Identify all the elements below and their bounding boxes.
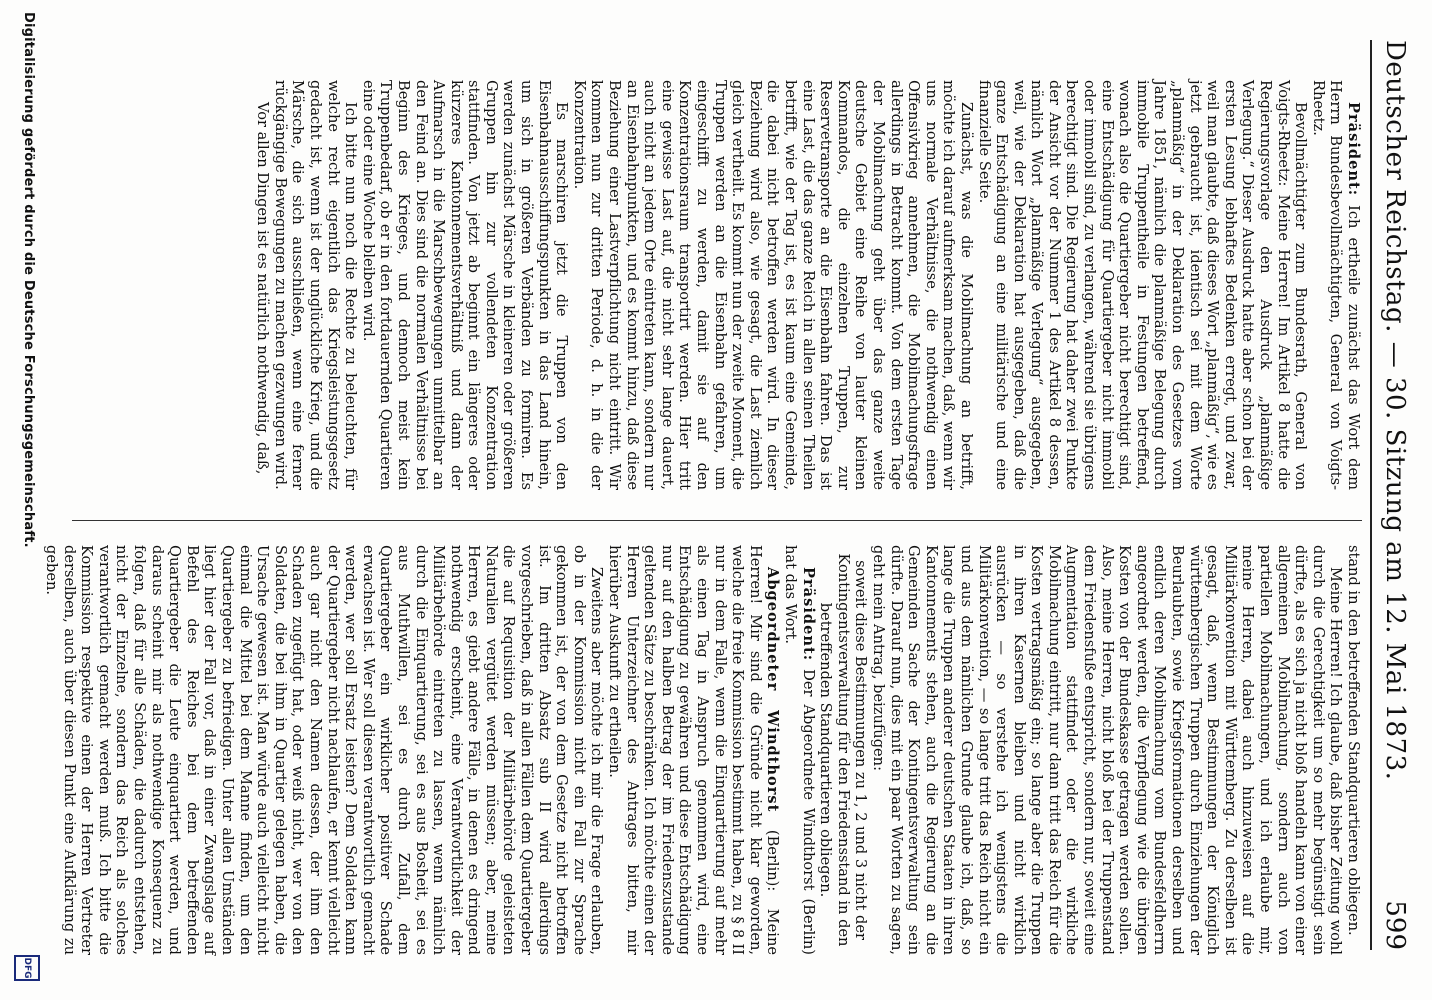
paragraph [869,545,1344,955]
text-column-right [254,80,1362,490]
paragraph [975,80,1309,490]
paragraph [817,545,870,955]
dfg-logo: DFG [14,955,40,981]
paragraph [271,80,359,490]
text-column-left [42,545,1362,955]
paragraph-text: Bevollmächtigter zum Bundesrath, General von Voigts-Rheetz: Meine Herren! Im Artikel 8 hatte die Regierungsvorlage den Ausdruck „planmäßige Verlegung.“ Dieser Ausdruck hatte aber schon bei der ersten Lesung lebhaftes Bedenken erregt, und zwar, weil man glaubte, daß dieses Wort „planmäßig“, wie es jetzt gebraucht ist, identisch sei mit dem Worte „planmäßig“ in der Deklaration des Gesetzes vom Jahre 1851, nämlich die planmäßige Belegung durch immobile Truppentheile in Festungen betreffend, wonach also die Quartiergeber nicht berechtigt sind, eine Entschädigung für Quartiergeber nicht immobil oder immobil sind, zu verlangen, während sie übrigens berechtigt sind. Die Regierung hat daher zwei Punkte der Ansicht vor der Nummer 1 des Artikel 8 dessen, nämlich Wort „planmäßige Verlegung“ ausgegeben, weil, wie der Deklaration hat ausgegeben, daß die ganze Entschädigung an eine militärische und eine finanzielle Seite. [975,80,1310,490]
column-divider [72,520,1362,521]
paragraph [605,545,781,955]
digitization-footer [0,0,52,1000]
paragraph-text: Zweitens aber möchte ich mir die Frage erlauben, ob in der Kommission nicht ein Fall zur Sprache gekommen ist, der von dem Gesetze nicht betroffen ist. Im dritten Absatz sub II wird allerdings vorgeschrieben, daß in allen Fällen dem Quartiergeber die auf Requisition der Militärbehörde geleisteten Naturalien vergütet werden müssen; aber, meine Herren, es giebt andere Fälle, in denen es dringend nothwendig erscheint, eine Verantwortlichkeit der Militärbehörde eintreten zu lassen, wenn nämlich durch die Einquartierung, sei es aus Bosheit, sei es aus Muthwillen, sei es durch Zufall, dem Quartiergeber ein wirklicher positiver Schade erwachsen ist. Wer soll diesen verantwortlich gemacht werden, wer soll Ersatz leisten? Dem Soldaten kann der Quartiergeber nicht nachlaufen, er kennt vielleicht auch gar nicht den Namen dessen, der ihm den Schaden zugefügt hat, oder weiß nicht, wer von den Soldaten, die bei ihm in Quartier gelegen haben, die Ursache gewesen ist. Man würde auch vielleicht nicht einmal die Mittel bei dem Manne finden, um den Quartiergeber zu befriedigen. Unter allen Umständen liegt hier der Fall vor, daß in einer Zwangslage auf Befehl des Reiches bei dem betreffenden Quartiergeber die Leute einquartiert werden, und daraus scheint mir als nothwendige Konsequenz zu folgen, daß für alle Schäden, die dadurch entstehen, nicht der Einzelne, sondern das Reich als solches verantwortlich gemacht werden muß. Ich bitte die Kommission respektive einen der Herren Vertreter derselben, auch über diesen Punkt eine Aufklärung zu geben. [43,545,606,955]
paragraph [42,545,605,955]
speaker-name: Abgeordneter Windthorst [764,567,782,813]
paragraph [254,80,272,490]
page-title: Deutscher Reichstag. — 30. Sitzung am 12. Mai 1873. [1380,40,1410,781]
paragraph-text: Der Abgeordnete Windthorst (Berlin) hat das Wort. [782,545,817,955]
paragraph [359,80,570,490]
paragraph [1344,545,1362,955]
paragraph-text: stand in den betreffenden Standquartieren obliegen. [1345,545,1362,936]
paragraph [1309,80,1362,490]
page-number: 599 [1380,900,1410,950]
paragraph-text: Es marschiren jetzt die Truppen von den Eisenbahnausschiffungspunkten in das Land hinein, um sich in größeren Verbänden zu formiren. Es werden zunächst Märsche in kleineren oder größeren Gruppen hin zur vollendeten Konzentration stattfinden. Von jetzt ab beginnt ein längeres oder kürzeres Kantonnementsverhältniß und dann der Aufmarsch in die Marschbewegungen unmittelbar an den Feind an. Dies sind die normalen Verhältnisse bei Beginn des Krieges, und dennoch meist kein Truppenbedarf, ob er in den fortdauernden Quartieren eine oder eine Woche bleiben wird. [359,80,571,490]
paragraph [781,545,816,955]
running-header [1370,40,1412,950]
paragraph-text: Zunächst, was die Mobilmachung an betrifft, möchte ich darauf aufmerksam machen, daß, wenn wir uns normale Verhältnisse, die nothwendig einen Offensivkrieg annehmen, die Mobilmachungsfrage allerdings in Betracht kommt. Von dem ersten Tage der Mobilmachung geht über das ganze weite deutsche Gebiet eine Reihe von lauter kleinen Kommandos, die einzelnen Truppen, zur Reservetransporte an die Eisenbahn fahren. Das ist eine Last, die das ganze Reich in allen seinen Theilen betrifft, wie der Tag ist, es ist kaum eine Gemeinde, die dabei nicht betroffen werden wird. In dieser Beziehung wird also, wie gesagt, die Last ziemlich gleich vertheilt. Es kommt nun der zweite Moment, die Truppen werden an die Eisenbahn gefahren, um eingeschifft zu werden, damit sie auf den Konzentrationsraum transportirt werden. Hier tritt eine gewisse Last auf, die nicht sehr lange dauert, auch nicht an jedem Orte eintreten kann, sondern nur an Eisenbahnpunkten, und es kommt hinzu, daß diese Beziehung einer Lastverpflichtung nicht eintritt. Wir kommen nun zur dritten Periode, d. h. in die der Konzentration. [570,80,975,490]
paragraph-text: Ich bitte nun noch die Rechte zu beleuchten, für welche recht eigentlich das Kriegsleistungsgesetz gedacht ist, wenn ist der unglückliche Krieg, und die Märsche, die sich ausschließen, wenn eine ferner rückgängige Bewegungen zu machen gezwungen wird. [271,80,360,490]
paragraph-text: (Berlin): Meine Herren! Mir sind die Gründe nicht klar geworden, welche die freie Kommission bestimmt haben, zu § 8 II nur in dem Falle, wenn die Einquartierung auf mehr als einen Tag in Anspruch genommen wird, eine Entschädigung zu gewähren und diese Entschädigung nur auf den halben Betrag der im Friedenszustande geltenden Sätze zu beschränken. Ich möchte einen der Herren Unterzeichner des Antrages bitten, mir hierüber Auskunft zu ertheilen. [606,545,782,956]
paragraph-text: soweit diese Bestimmungen zu 1, 2 und 3 nicht der Kontingentsverwaltung für den Friedensstand in den betreffenden Standquartieren obliegen. [817,553,870,947]
digitization-note: Digitalisierung gefördert durch die Deutsche Forschungsgemeinschaft. [21,12,36,548]
speaker-name: Präsident: [1345,102,1362,197]
speaker-name: Präsident: [799,567,817,662]
paragraph-text: Ich ertheile zunächst das Wort dem Herrn Bundesbevollmächtigten, General von Voigts-Rheetz. [1309,80,1362,490]
paragraph [570,80,975,490]
paragraph-text: Meine Herren! Ich glaube, daß bisher Zeitung wohl durch die Gerechtigkeit um so mehr begünstigt sein dürfte, als es sich ja nicht bloß handeln kann von einer allgemeinen Mobilmachung, sondern auch von partiellen Mobilmachungen, und ich erlaube mir, meine Herren, dabei auch hinzuweisen auf die Militärkonvention mit Württemberg. Zu derselben ist gesagt, daß, wenn Bestimmungen der Königlich württembergischen Truppen durch Einziehungen der Beurlaubten, sowie Kriegsformationen derselben und endlich deren Mobilmachung vom Bundesfeldherrn angeordnet werden, die Verpflegung wie die übrigen Kosten von der Bundeskasse getragen werden sollen. Also, meine Herren, nicht bloß bei der Truppenstand dem Friedensfuße entspricht, sondern nur, soweit eine Augmentation stattfindet oder die wirkliche Mobilmachung eintritt, nur dann tritt das Reich für die Kosten vertragsmäßig ein; so lange aber die Truppen in ihren Kasernen bleiben und nicht wirklich ausrücken — so verstehe ich wenigstens die Militärkonvention, — so lange tritt das Reich nicht ein und aus dem nämlichen Grunde glaube ich, daß, so lange die Truppen anderer deutschen Staaten in ihren Kantonnements stehen, auch die Regierung an die Gemeinden Sache der Kontingentsverwaltung sein dürfte. Darauf nun, dies mit ein paar Worten zu sagen, geht mein Antrag, beizufügen: [869,545,1345,955]
paragraph-text: Vor allen Dingen ist es natürlich nothwendig, daß, [254,102,272,475]
